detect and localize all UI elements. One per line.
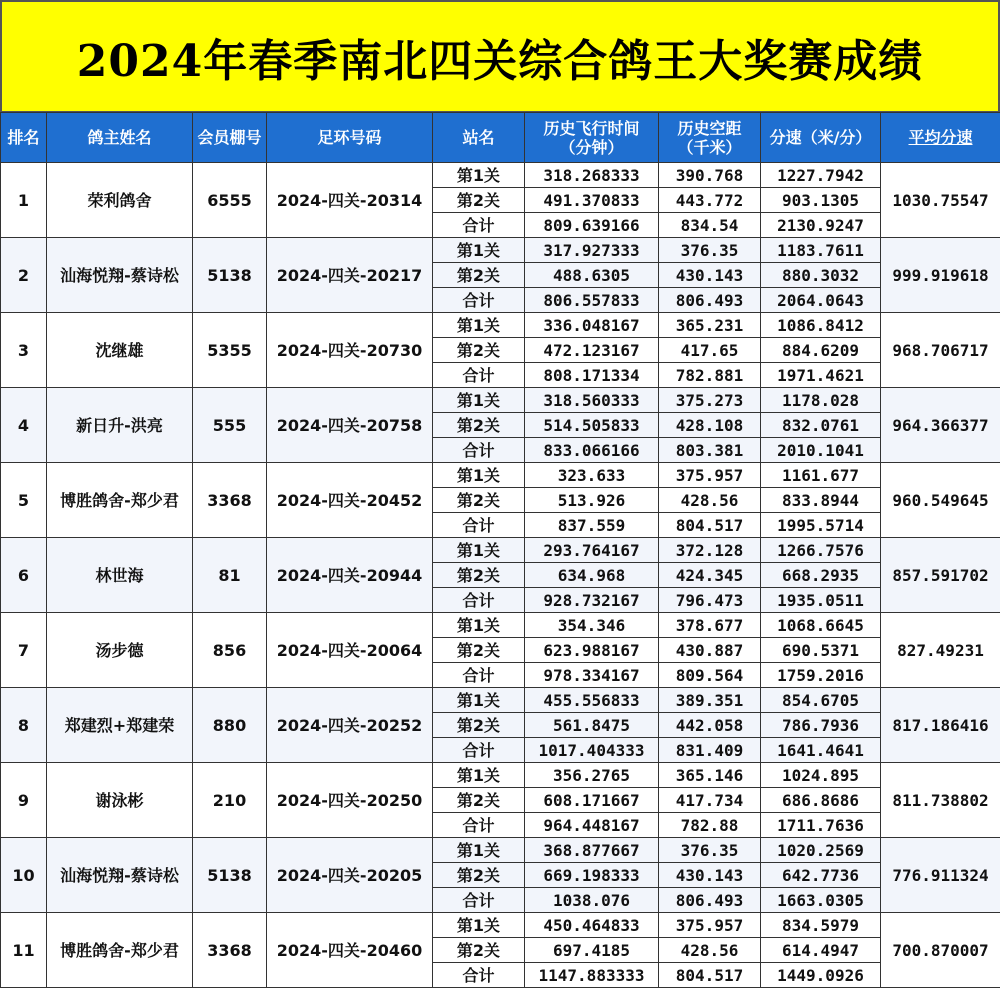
stage-cell: 第1关 xyxy=(433,763,525,788)
header-ring: 足环号码 xyxy=(267,113,433,163)
time-cell: 488.6305 xyxy=(525,263,659,288)
results-table xyxy=(0,112,1000,988)
time-cell: 808.171334 xyxy=(525,363,659,388)
time-cell: 669.198333 xyxy=(525,863,659,888)
stage-cell: 合计 xyxy=(433,588,525,613)
stage-cell: 第1关 xyxy=(433,613,525,638)
stage-cell: 第1关 xyxy=(433,463,525,488)
header-row xyxy=(1,113,1000,163)
member-cell: 880 xyxy=(193,688,267,763)
speed-cell: 903.1305 xyxy=(761,188,881,213)
header-stage: 站名 xyxy=(433,113,525,163)
rank-cell: 9 xyxy=(1,763,47,838)
avg-speed-cell: 960.549645 xyxy=(881,463,1000,538)
time-cell: 1017.404333 xyxy=(525,738,659,763)
stage-cell: 第1关 xyxy=(433,688,525,713)
stage-cell: 第2关 xyxy=(433,188,525,213)
rank-cell: 2 xyxy=(1,238,47,313)
time-cell: 354.346 xyxy=(525,613,659,638)
speed-cell: 832.0761 xyxy=(761,413,881,438)
time-cell: 514.505833 xyxy=(525,413,659,438)
time-cell: 1038.076 xyxy=(525,888,659,913)
avg-speed-cell: 968.706717 xyxy=(881,313,1000,388)
distance-cell: 375.957 xyxy=(659,463,761,488)
ring-cell: 2024-四关-20944 xyxy=(267,538,433,613)
time-cell: 450.464833 xyxy=(525,913,659,938)
distance-cell: 417.734 xyxy=(659,788,761,813)
table-row xyxy=(1,313,1000,338)
distance-cell: 376.35 xyxy=(659,838,761,863)
member-cell: 856 xyxy=(193,613,267,688)
table-row xyxy=(1,538,1000,563)
speed-cell: 786.7936 xyxy=(761,713,881,738)
time-cell: 368.877667 xyxy=(525,838,659,863)
distance-cell: 804.517 xyxy=(659,963,761,988)
speed-cell: 834.5979 xyxy=(761,913,881,938)
owner-cell: 博胜鸽舍-郑少君 xyxy=(47,913,193,988)
time-cell: 806.557833 xyxy=(525,288,659,313)
ring-cell: 2024-四关-20314 xyxy=(267,163,433,238)
time-cell: 608.171667 xyxy=(525,788,659,813)
stage-cell: 第1关 xyxy=(433,538,525,563)
owner-cell: 汤步德 xyxy=(47,613,193,688)
stage-cell: 合计 xyxy=(433,888,525,913)
header-avg-speed[interactable]: 平均分速 xyxy=(881,113,1000,163)
speed-cell: 1086.8412 xyxy=(761,313,881,338)
member-cell: 3368 xyxy=(193,913,267,988)
ring-cell: 2024-四关-20758 xyxy=(267,388,433,463)
distance-cell: 378.677 xyxy=(659,613,761,638)
stage-cell: 合计 xyxy=(433,513,525,538)
time-cell: 323.633 xyxy=(525,463,659,488)
time-cell: 472.123167 xyxy=(525,338,659,363)
speed-cell: 1178.028 xyxy=(761,388,881,413)
avg-speed-cell: 857.591702 xyxy=(881,538,1000,613)
speed-cell: 1161.677 xyxy=(761,463,881,488)
speed-cell: 1663.0305 xyxy=(761,888,881,913)
time-cell: 928.732167 xyxy=(525,588,659,613)
stage-cell: 合计 xyxy=(433,813,525,838)
header-distance xyxy=(659,113,761,163)
avg-speed-cell: 776.911324 xyxy=(881,838,1000,913)
header-time-line2: （分钟） xyxy=(559,137,624,157)
table-row xyxy=(1,238,1000,263)
stage-cell: 合计 xyxy=(433,438,525,463)
time-cell: 964.448167 xyxy=(525,813,659,838)
speed-cell: 1935.0511 xyxy=(761,588,881,613)
avg-speed-cell: 999.919618 xyxy=(881,238,1000,313)
table-row xyxy=(1,463,1000,488)
distance-cell: 806.493 xyxy=(659,288,761,313)
member-cell: 5138 xyxy=(193,838,267,913)
stage-cell: 合计 xyxy=(433,213,525,238)
speed-cell: 1227.7942 xyxy=(761,163,881,188)
time-cell: 978.334167 xyxy=(525,663,659,688)
stage-cell: 合计 xyxy=(433,663,525,688)
owner-cell: 谢泳彬 xyxy=(47,763,193,838)
table-row xyxy=(1,613,1000,638)
time-cell: 513.926 xyxy=(525,488,659,513)
distance-cell: 375.957 xyxy=(659,913,761,938)
distance-cell: 376.35 xyxy=(659,238,761,263)
avg-speed-cell: 817.186416 xyxy=(881,688,1000,763)
page-title: 2024年春季南北四关综合鸽王大奖赛成绩 xyxy=(0,0,1000,112)
table-row xyxy=(1,838,1000,863)
rank-cell: 11 xyxy=(1,913,47,988)
speed-cell: 1266.7576 xyxy=(761,538,881,563)
distance-cell: 428.108 xyxy=(659,413,761,438)
time-cell: 561.8475 xyxy=(525,713,659,738)
owner-cell: 汕海悦翔-蔡诗松 xyxy=(47,838,193,913)
stage-cell: 第1关 xyxy=(433,163,525,188)
header-member: 会员棚号 xyxy=(193,113,267,163)
table-row xyxy=(1,688,1000,713)
owner-cell: 汕海悦翔-蔡诗松 xyxy=(47,238,193,313)
time-cell: 293.764167 xyxy=(525,538,659,563)
ring-cell: 2024-四关-20064 xyxy=(267,613,433,688)
time-cell: 1147.883333 xyxy=(525,963,659,988)
table-row xyxy=(1,913,1000,938)
header-rank: 排名 xyxy=(1,113,47,163)
owner-cell: 新日升-洪亮 xyxy=(47,388,193,463)
avg-speed-cell: 964.366377 xyxy=(881,388,1000,463)
distance-cell: 804.517 xyxy=(659,513,761,538)
rank-cell: 5 xyxy=(1,463,47,538)
header-distance-line1: 历史空距 xyxy=(677,118,742,138)
header-distance-line2: （千米） xyxy=(677,137,742,157)
distance-cell: 417.65 xyxy=(659,338,761,363)
speed-cell: 690.5371 xyxy=(761,638,881,663)
rank-cell: 8 xyxy=(1,688,47,763)
speed-cell: 1995.5714 xyxy=(761,513,881,538)
distance-cell: 831.409 xyxy=(659,738,761,763)
member-cell: 5138 xyxy=(193,238,267,313)
distance-cell: 782.881 xyxy=(659,363,761,388)
time-cell: 697.4185 xyxy=(525,938,659,963)
avg-speed-cell: 811.738802 xyxy=(881,763,1000,838)
distance-cell: 430.143 xyxy=(659,263,761,288)
speed-cell: 1641.4641 xyxy=(761,738,881,763)
distance-cell: 806.493 xyxy=(659,888,761,913)
speed-cell: 1024.895 xyxy=(761,763,881,788)
member-cell: 6555 xyxy=(193,163,267,238)
speed-cell: 614.4947 xyxy=(761,938,881,963)
stage-cell: 第1关 xyxy=(433,313,525,338)
speed-cell: 2010.1041 xyxy=(761,438,881,463)
stage-cell: 合计 xyxy=(433,288,525,313)
ring-cell: 2024-四关-20205 xyxy=(267,838,433,913)
distance-cell: 372.128 xyxy=(659,538,761,563)
member-cell: 210 xyxy=(193,763,267,838)
rank-cell: 3 xyxy=(1,313,47,388)
owner-cell: 荣利鸽舍 xyxy=(47,163,193,238)
header-owner: 鸽主姓名 xyxy=(47,113,193,163)
time-cell: 336.048167 xyxy=(525,313,659,338)
distance-cell: 389.351 xyxy=(659,688,761,713)
avg-speed-cell: 827.49231 xyxy=(881,613,1000,688)
speed-cell: 833.8944 xyxy=(761,488,881,513)
distance-cell: 442.058 xyxy=(659,713,761,738)
distance-cell: 430.143 xyxy=(659,863,761,888)
distance-cell: 375.273 xyxy=(659,388,761,413)
speed-cell: 880.3032 xyxy=(761,263,881,288)
time-cell: 623.988167 xyxy=(525,638,659,663)
speed-cell: 668.2935 xyxy=(761,563,881,588)
time-cell: 318.560333 xyxy=(525,388,659,413)
stage-cell: 第2关 xyxy=(433,863,525,888)
distance-cell: 796.473 xyxy=(659,588,761,613)
stage-cell: 第1关 xyxy=(433,913,525,938)
avg-speed-cell: 1030.75547 xyxy=(881,163,1000,238)
stage-cell: 合计 xyxy=(433,963,525,988)
distance-cell: 430.887 xyxy=(659,638,761,663)
stage-cell: 第2关 xyxy=(433,713,525,738)
owner-cell: 博胜鸽舍-郑少君 xyxy=(47,463,193,538)
ring-cell: 2024-四关-20250 xyxy=(267,763,433,838)
stage-cell: 第2关 xyxy=(433,638,525,663)
speed-cell: 1020.2569 xyxy=(761,838,881,863)
ring-cell: 2024-四关-20217 xyxy=(267,238,433,313)
ring-cell: 2024-四关-20452 xyxy=(267,463,433,538)
speed-cell: 642.7736 xyxy=(761,863,881,888)
stage-cell: 第1关 xyxy=(433,838,525,863)
distance-cell: 428.56 xyxy=(659,938,761,963)
distance-cell: 443.772 xyxy=(659,188,761,213)
speed-cell: 854.6705 xyxy=(761,688,881,713)
stage-cell: 第1关 xyxy=(433,238,525,263)
owner-cell: 林世海 xyxy=(47,538,193,613)
member-cell: 5355 xyxy=(193,313,267,388)
time-cell: 837.559 xyxy=(525,513,659,538)
distance-cell: 782.88 xyxy=(659,813,761,838)
owner-cell: 沈继雄 xyxy=(47,313,193,388)
header-time xyxy=(525,113,659,163)
distance-cell: 428.56 xyxy=(659,488,761,513)
speed-cell: 686.8686 xyxy=(761,788,881,813)
distance-cell: 834.54 xyxy=(659,213,761,238)
stage-cell: 第2关 xyxy=(433,488,525,513)
time-cell: 356.2765 xyxy=(525,763,659,788)
time-cell: 634.968 xyxy=(525,563,659,588)
avg-speed-cell: 700.870007 xyxy=(881,913,1000,988)
owner-cell: 郑建烈+郑建荣 xyxy=(47,688,193,763)
stage-cell: 第2关 xyxy=(433,788,525,813)
stage-cell: 合计 xyxy=(433,363,525,388)
results-body xyxy=(1,163,1000,988)
time-cell: 317.927333 xyxy=(525,238,659,263)
time-cell: 491.370833 xyxy=(525,188,659,213)
distance-cell: 809.564 xyxy=(659,663,761,688)
table-row xyxy=(1,388,1000,413)
speed-cell: 1759.2016 xyxy=(761,663,881,688)
table-row xyxy=(1,163,1000,188)
distance-cell: 365.231 xyxy=(659,313,761,338)
stage-cell: 第2关 xyxy=(433,563,525,588)
speed-cell: 884.6209 xyxy=(761,338,881,363)
speed-cell: 1711.7636 xyxy=(761,813,881,838)
member-cell: 555 xyxy=(193,388,267,463)
rank-cell: 1 xyxy=(1,163,47,238)
time-cell: 455.556833 xyxy=(525,688,659,713)
distance-cell: 390.768 xyxy=(659,163,761,188)
rank-cell: 6 xyxy=(1,538,47,613)
distance-cell: 424.345 xyxy=(659,563,761,588)
stage-cell: 第2关 xyxy=(433,413,525,438)
distance-cell: 803.381 xyxy=(659,438,761,463)
member-cell: 81 xyxy=(193,538,267,613)
rank-cell: 10 xyxy=(1,838,47,913)
rank-cell: 7 xyxy=(1,613,47,688)
speed-cell: 1971.4621 xyxy=(761,363,881,388)
speed-cell: 1183.7611 xyxy=(761,238,881,263)
speed-cell: 2130.9247 xyxy=(761,213,881,238)
ring-cell: 2024-四关-20460 xyxy=(267,913,433,988)
time-cell: 809.639166 xyxy=(525,213,659,238)
header-speed: 分速（米/分） xyxy=(761,113,881,163)
stage-cell: 合计 xyxy=(433,738,525,763)
speed-cell: 1449.0926 xyxy=(761,963,881,988)
table-row xyxy=(1,763,1000,788)
stage-cell: 第2关 xyxy=(433,938,525,963)
time-cell: 833.066166 xyxy=(525,438,659,463)
rank-cell: 4 xyxy=(1,388,47,463)
header-time-line1: 历史飞行时间 xyxy=(543,118,640,138)
ring-cell: 2024-四关-20252 xyxy=(267,688,433,763)
distance-cell: 365.146 xyxy=(659,763,761,788)
speed-cell: 2064.0643 xyxy=(761,288,881,313)
time-cell: 318.268333 xyxy=(525,163,659,188)
stage-cell: 第2关 xyxy=(433,338,525,363)
stage-cell: 第1关 xyxy=(433,388,525,413)
stage-cell: 第2关 xyxy=(433,263,525,288)
speed-cell: 1068.6645 xyxy=(761,613,881,638)
ring-cell: 2024-四关-20730 xyxy=(267,313,433,388)
member-cell: 3368 xyxy=(193,463,267,538)
